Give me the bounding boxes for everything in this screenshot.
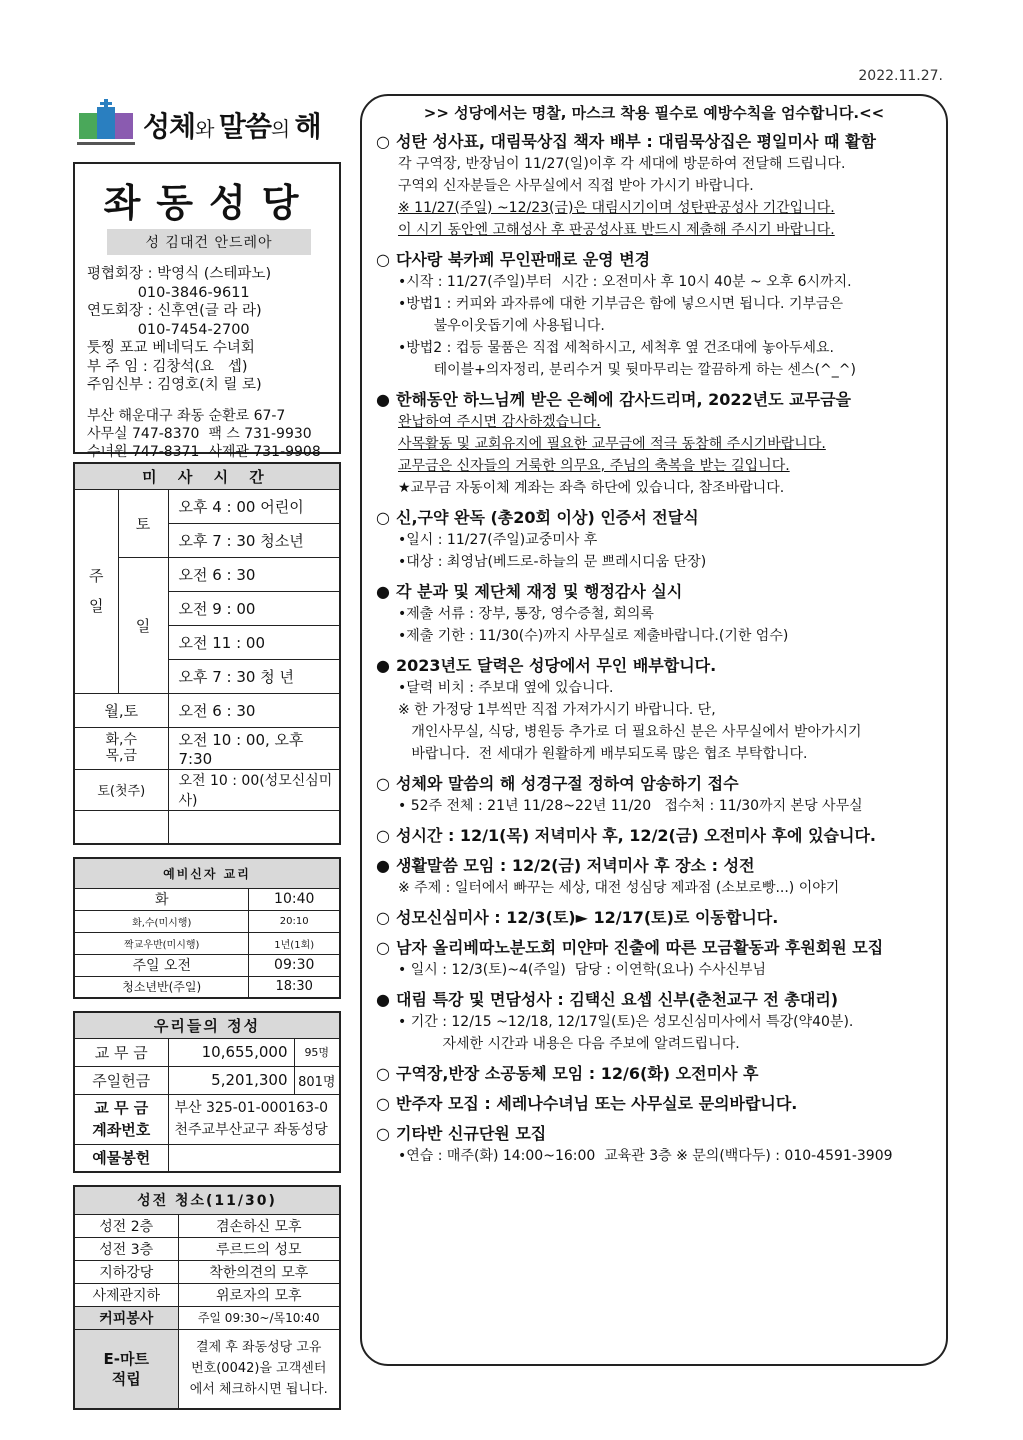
notice-title: ● 각 분과 및 제단체 재정 및 행정감사 실시: [376, 582, 683, 601]
church-info-box: [73, 162, 341, 460]
mass-time: 오전 11 : 00: [168, 625, 340, 659]
notice-title: ○ 기타반 신규단원 모집: [376, 1124, 547, 1143]
notice-item: [376, 1063, 932, 1085]
empty-cell: [168, 810, 340, 844]
notice-panel: [360, 94, 948, 1366]
catechism-time: 20:10: [249, 910, 340, 932]
filled-bullet-icon: ●: [376, 656, 390, 675]
offering-table: [73, 1011, 341, 1173]
notice-title: ● 대림 특강 및 면담성사 : 김택신 요셉 신부(춘천교구 전 총대리): [376, 990, 839, 1009]
empty-cell: [74, 810, 168, 844]
church-name: 좌동성당: [103, 180, 315, 225]
notice-item: [376, 389, 932, 499]
notice-line: ※ 주제 : 일터에서 빠꾸는 세상, 대전 성심당 제과점 (소보로빵...) 이야기: [398, 880, 840, 896]
offering-amount: 10,655,000: [168, 1038, 294, 1066]
notice-line-underlined: 교무금은 신자들의 거룩한 의무요, 주님의 축복을 받는 길입니다.: [398, 458, 790, 474]
empty-cell: [168, 1144, 340, 1172]
weekday-time: 오전 6 : 30: [168, 693, 340, 727]
mass-schedule-table: [73, 462, 341, 845]
catechism-time: 18:30: [249, 976, 340, 998]
notice-line: 자세한 시간과 내용은 다음 주보에 알려드립니다.: [398, 1036, 740, 1052]
notice-title: ● 생활말씀 모임 : 12/2(금) 저녁미사 후 장소 : 성전: [376, 856, 755, 875]
notice-line: •방법2 : 컵등 물품은 직접 세척하시고, 세척후 옆 건조대에 놓아두세요.: [398, 340, 834, 356]
mass-time: 오전 6 : 30: [168, 557, 340, 591]
hollow-bullet-icon: ○: [376, 1124, 390, 1143]
notice-line: 테이블+의자정리, 분리수거 및 뒷마무리는 깔끔하게 하는 센스(^_^): [398, 362, 856, 378]
notice-line: 각 구역장, 반장님이 11/27(일)이후 각 세대에 방문하여 전달해 드립니다.: [398, 156, 846, 172]
patron-saint: 성 김대건 안드레아: [107, 229, 311, 255]
cleaning-group: 착한의견의 모후: [178, 1260, 340, 1283]
sunday-label: 주 일: [74, 489, 118, 693]
offering-count: 801명: [294, 1066, 340, 1094]
notice-item: [376, 1093, 932, 1115]
notice-title: ○ 반주자 모집 : 세레나수녀님 또는 사무실로 문의바랍니다.: [376, 1094, 798, 1113]
offering-label: 교 무 금: [74, 1038, 168, 1066]
account-label: 교 무 금 계좌번호: [74, 1094, 168, 1144]
notice-item: [376, 937, 932, 981]
notice-line: •시작 : 11/27(주일)부터 시간 : 오전미사 후 10시 40분 ~ 오후 6시까지.: [398, 274, 852, 290]
notice-title: ○ 다사랑 북카페 무인판매로 운영 변경: [376, 250, 651, 269]
notice-item: [376, 989, 932, 1055]
notice-title: ○ 성시간 : 12/1(목) 저녁미사 후, 12/2(금) 오전미사 후에 있습니다.: [376, 826, 876, 845]
hollow-bullet-icon: ○: [376, 826, 390, 845]
catechism-time: 1년(1회): [249, 932, 340, 954]
cleaning-place: 사제관지하: [74, 1283, 178, 1306]
notice-line: ★교무금 자동이체 계좌는 좌측 하단에 있습니다, 참조바랍니다.: [398, 480, 785, 496]
notice-line: • 52주 전체 : 21년 11/28~22년 11/20 접수처 : 11/30까지 본당 사무실: [398, 798, 863, 814]
notice-title: ○ 남자 올리베따노분도회 미얀마 진출에 따른 모금활동과 후원회원 모집: [376, 938, 884, 957]
cleaning-group: 루르드의 성모: [178, 1237, 340, 1260]
weekday-label: 토(첫주): [74, 769, 168, 810]
offering-amount: 5,201,300: [168, 1066, 294, 1094]
filled-bullet-icon: ●: [376, 990, 390, 1009]
hollow-bullet-icon: ○: [376, 774, 390, 793]
notice-line: 불우이웃돕기에 사용됩니다.: [398, 318, 605, 334]
notice-line-underlined: 이 시기 동안엔 고해성사 후 판공성사표 반드시 제출해 주시기 바랍니다.: [398, 222, 835, 238]
hollow-bullet-icon: ○: [376, 250, 390, 269]
year-theme-logo: [73, 96, 341, 154]
notice-line-underlined: 완납하여 주시면 감사하겠습니다.: [398, 414, 601, 430]
offering-count: 95명: [294, 1038, 340, 1066]
issue-date: 2022.11.27.: [858, 68, 943, 84]
notice-line: 바랍니다. 전 세대가 원활하게 배부되도록 많은 협조 부탁합니다.: [398, 746, 808, 762]
notice-line: •방법1 : 커피와 과자류에 대한 기부금은 함에 넣으시면 됩니다. 기부금은: [398, 296, 844, 312]
notice-title: ○ 성모신심미사 : 12/3(토)► 12/17(토)로 이동합니다.: [376, 908, 779, 927]
notice-line: •제출 서류 : 장부, 통장, 영수증철, 회의록: [398, 606, 654, 622]
notice-item: [376, 249, 932, 381]
cleaning-place: 지하강당: [74, 1260, 178, 1283]
notice-headline: >> 성당에서는 명찰, 마스크 착용 필수로 예방수칙을 엄수합니다.<<: [423, 104, 885, 122]
weekday-time: 오전 10 : 00, 오후 7:30: [168, 727, 340, 769]
coffee-service-label: 커피봉사: [74, 1306, 178, 1329]
hollow-bullet-icon: ○: [376, 1064, 390, 1083]
notice-line: 구역외 신자분들은 사무실에서 직접 받아 가시기 바랍니다.: [398, 178, 754, 194]
notice-line: •달력 비치 : 주보대 옆에 있습니다.: [398, 680, 614, 696]
hollow-bullet-icon: ○: [376, 938, 390, 957]
notice-line-underlined: 사목활동 및 교회유지에 필요한 교무금에 적극 동참해 주시기바랍니다.: [398, 436, 826, 452]
cleaning-group: 겸손하신 모후: [178, 1214, 340, 1237]
notice-title: ○ 성체와 말씀의 해 성경구절 정하여 암송하기 접수: [376, 774, 739, 793]
offering-title: 우리들의 정성: [74, 1012, 340, 1038]
filled-bullet-icon: ●: [376, 390, 390, 409]
notice-list: [376, 131, 932, 1167]
notice-item: [376, 1123, 932, 1167]
notice-line: ※ 한 가정당 1부씩만 직접 가져가시기 바랍니다. 단,: [398, 702, 716, 718]
notice-item: [376, 825, 932, 847]
cleaning-title: 성전 청소(11/30): [74, 1186, 340, 1214]
catechism-time: 09:30: [249, 954, 340, 976]
catechism-label: 짝교우반(미시행): [74, 932, 249, 954]
notice-line: •연습 : 매주(화) 14:00~16:00 교육관 3층 ※ 문의(백다두) : 010-4591-3909: [398, 1148, 893, 1164]
weekday-label: 월,토: [74, 693, 168, 727]
notice-item: [376, 907, 932, 929]
cleaning-place: 성전 2층: [74, 1214, 178, 1237]
cleaning-table: [73, 1185, 341, 1410]
mass-schedule-title: 미 사 시 간: [74, 463, 340, 489]
donation-label: 예물봉헌: [74, 1144, 168, 1172]
notice-title: ● 2023년도 달력은 성당에서 무인 배부합니다.: [376, 656, 717, 675]
mass-time: 오전 9 : 00: [168, 591, 340, 625]
notice-item: [376, 131, 932, 241]
filled-bullet-icon: ●: [376, 582, 390, 601]
hollow-bullet-icon: ○: [376, 132, 390, 151]
catechism-label: 청소년반(주일): [74, 976, 249, 998]
notice-title: ● 한해동안 하느님께 받은 은혜에 감사드리며, 2022년도 교무금을: [376, 390, 851, 409]
notice-item: [376, 655, 932, 765]
church-logo-icon: [73, 99, 139, 151]
notice-item: [376, 855, 932, 899]
notice-title: ○ 성탄 성사표, 대림묵상집 책자 배부 : 대림묵상집은 평일미사 때 활함: [376, 132, 876, 151]
notice-line: 개인사무실, 식당, 병원등 추가로 더 필요하신 분은 사무실에서 받아가시기: [398, 724, 862, 740]
weekday-time: 오전 10 : 00(성모신심미사): [168, 769, 340, 810]
weekday-label: 화,수 목,금: [74, 727, 168, 769]
mass-time: 오후 4 : 00 어린이: [168, 489, 340, 523]
catechism-time: 10:40: [249, 888, 340, 910]
notice-title: ○ 구역장,반장 소공동체 모임 : 12/6(화) 오전미사 후: [376, 1064, 759, 1083]
staff-list: 평협회장 : 박영식 (스테파노) 010-3846-9611 연도회장 : 신후연(글 라 라) 010-7454-2700 툿찡 포교 베네딕도 수녀회 부 주 임 : 김창석(요 셉) 주임신부 : 김영호(치 릴 로): [87, 266, 272, 393]
cleaning-group: 위로자의 모후: [178, 1283, 340, 1306]
notice-title: ○ 신,구약 완독 (총20회 이상) 인증서 전달식: [376, 508, 699, 527]
catechism-title: 예비신자 교리: [74, 858, 340, 888]
notice-item: [376, 507, 932, 573]
filled-bullet-icon: ●: [376, 856, 390, 875]
year-theme-title: 성체와 말씀의 해: [143, 110, 321, 143]
notice-line: • 일시 : 12/3(토)~4(주일) 담당 : 이연학(요나) 수사신부님: [398, 962, 767, 978]
catechism-label: 화: [74, 888, 249, 910]
offering-label: 주일헌금: [74, 1066, 168, 1094]
hollow-bullet-icon: ○: [376, 508, 390, 527]
saturday-label: 토: [118, 489, 168, 557]
catechism-table: [73, 857, 341, 999]
mass-time: 오후 7 : 30 청소년: [168, 523, 340, 557]
coffee-service-time: 주일 09:30~/목10:40: [178, 1306, 340, 1329]
notice-line: •일시 : 11/27(주일)교중미사 후: [398, 532, 598, 548]
notice-line: •대상 : 최영남(베드로-하늘의 문 쁘레시디움 단장): [398, 554, 707, 570]
account-number: 부산 325-01-000163-0 천주교부산교구 좌동성당: [168, 1094, 340, 1144]
emart-text: 결제 후 좌동성당 고유 번호(0042)을 고객센터 에서 체크하시면 됩니다.: [178, 1329, 340, 1409]
catechism-label: 주일 오전: [74, 954, 249, 976]
emart-label: E-마트 적립: [74, 1329, 178, 1409]
notice-line-underlined: ※ 11/27(주일) ~12/23(금)은 대림시기이며 성탄판공성사 기간입니다.: [398, 200, 835, 216]
hollow-bullet-icon: ○: [376, 908, 390, 927]
notice-line: •제출 기한 : 11/30(수)까지 사무실로 제출바랍니다.(기한 엄수): [398, 628, 789, 644]
cleaning-place: 성전 3층: [74, 1237, 178, 1260]
notice-item: [376, 581, 932, 647]
mass-time: 오후 7 : 30 청 년: [168, 659, 340, 693]
notice-item: [376, 773, 932, 817]
notice-line: • 기간 : 12/15 ~12/18, 12/17일(토)은 성모신심미사에서 특강(약40분).: [398, 1014, 854, 1030]
hollow-bullet-icon: ○: [376, 1094, 390, 1113]
catechism-label: 화,수(미시행): [74, 910, 249, 932]
left-column: [73, 96, 341, 1410]
sunday-day-label: 일: [118, 557, 168, 693]
contact-address: 부산 해운대구 좌동 순환로 67-7 사무실 747-8370 팩 스 731-9930 수녀원 747-8371 사제관 731-9908: [87, 407, 321, 460]
